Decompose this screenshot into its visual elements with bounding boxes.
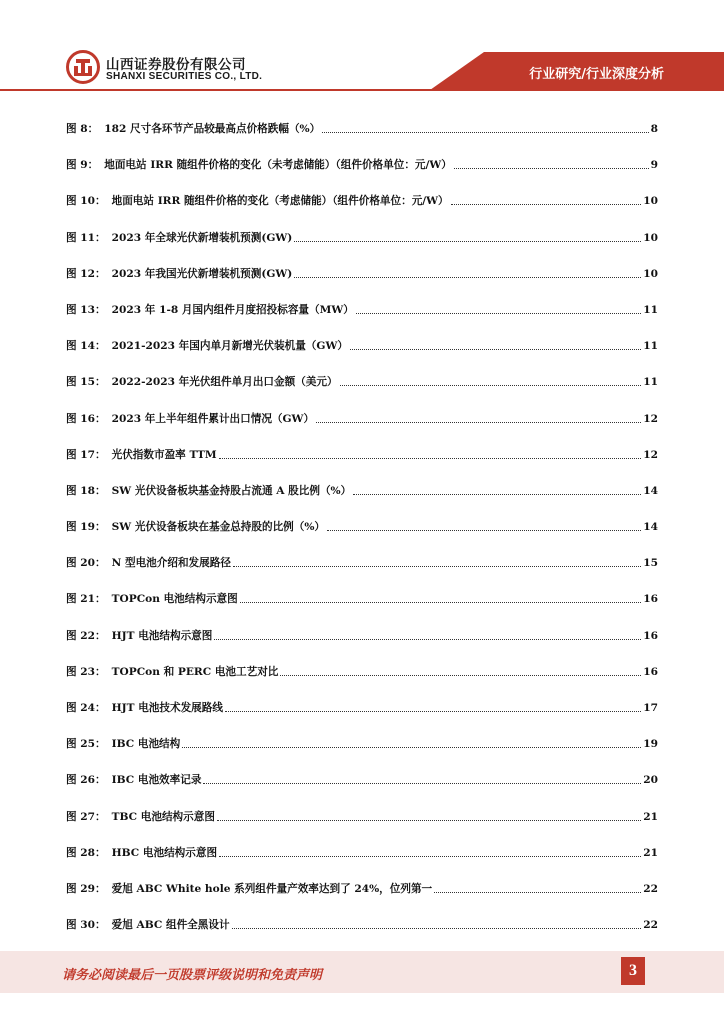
toc-entry-number: 图 10： (66, 195, 106, 208)
figure-toc-list (66, 120, 658, 952)
toc-entry-title[interactable]: 爱旭 ABC White hole 系列组件量产效率达到了 24%，位列第一 (111, 882, 433, 895)
toc-leader-dots (232, 916, 642, 929)
toc-entry[interactable] (66, 627, 658, 663)
toc-entry-title[interactable]: TOPCon 和 PERC 电池工艺对比 (111, 665, 279, 678)
toc-entry-page[interactable]: 10 (643, 231, 658, 244)
toc-entry-title[interactable]: 地面电站 IRR 随组件价格的变化（考虑储能）（组件价格单位：元/W） (111, 195, 449, 208)
toc-entry-title[interactable]: 2023 年上半年组件累计出口情况（GW） (111, 412, 315, 425)
toc-entry-page[interactable]: 21 (643, 846, 658, 859)
toc-entry-page[interactable]: 15 (643, 557, 658, 570)
toc-entry-title[interactable]: HJT 电池结构示意图 (111, 629, 213, 642)
toc-entry[interactable] (66, 301, 658, 337)
toc-entry[interactable] (66, 554, 658, 590)
toc-entry[interactable] (66, 156, 658, 192)
page-header (0, 0, 724, 100)
shanxi-securities-logo-icon (66, 50, 100, 84)
toc-entry-number: 图 28： (66, 846, 106, 859)
company-name-en: SHANXI SECURITIES CO., LTD. (106, 71, 263, 82)
toc-entry-page[interactable]: 11 (643, 376, 658, 389)
toc-leader-dots (280, 663, 641, 676)
toc-entry-title[interactable]: SW 光伏设备板块基金持股占流通 A 股比例（%） (111, 484, 352, 497)
toc-leader-dots (294, 265, 641, 278)
toc-entry[interactable] (66, 410, 658, 446)
toc-entry[interactable] (66, 192, 658, 228)
toc-entry-page[interactable]: 10 (643, 195, 658, 208)
company-name-cn: 山西证券股份有限公司 (106, 57, 246, 73)
toc-entry[interactable] (66, 844, 658, 880)
toc-entry-number: 图 27： (66, 810, 106, 823)
toc-entry[interactable] (66, 337, 658, 373)
toc-leader-dots (219, 844, 641, 857)
toc-entry-page[interactable]: 22 (643, 919, 658, 932)
toc-entry-page[interactable]: 16 (643, 665, 658, 678)
toc-leader-dots (316, 410, 641, 423)
toc-entry-title[interactable]: 光伏指数市盈率 TTM (111, 448, 217, 461)
toc-leader-dots (219, 446, 642, 459)
toc-leader-dots (214, 627, 641, 640)
toc-entry-title[interactable]: TOPCon 电池结构示意图 (111, 593, 238, 606)
toc-entry-page[interactable]: 19 (643, 738, 658, 751)
toc-leader-dots (327, 518, 641, 531)
toc-entry-page[interactable]: 17 (643, 702, 658, 714)
toc-entry[interactable] (66, 120, 658, 156)
toc-entry-number: 图 8： (66, 123, 99, 135)
toc-leader-dots (217, 808, 641, 821)
toc-entry-title[interactable]: IBC 电池结构 (111, 738, 181, 751)
toc-entry-title[interactable]: N 型电池介绍和发展路径 (111, 557, 231, 570)
footer-disclaimer: 请务必阅读最后一页股票评级说明和免责声明 (62, 968, 323, 983)
toc-entry-title[interactable]: 地面电站 IRR 随组件价格的变化（未考虑储能）（组件价格单位：元/W） (104, 159, 452, 172)
toc-leader-dots (322, 120, 648, 133)
toc-entry-page[interactable]: 11 (643, 340, 658, 353)
toc-entry-number: 图 11： (66, 231, 106, 244)
toc-entry-title[interactable]: TBC 电池结构示意图 (111, 810, 215, 823)
toc-entry[interactable] (66, 229, 658, 265)
toc-leader-dots (356, 301, 641, 314)
toc-entry[interactable] (66, 771, 658, 807)
toc-entry-number: 图 30： (66, 919, 106, 932)
toc-entry-page[interactable]: 16 (643, 629, 658, 642)
toc-leader-dots (340, 373, 642, 386)
toc-entry-page[interactable]: 10 (643, 267, 658, 280)
toc-entry-number: 图 29： (66, 882, 106, 895)
toc-leader-dots (451, 192, 642, 205)
toc-entry[interactable] (66, 663, 658, 699)
toc-entry-page[interactable]: 8 (650, 123, 658, 135)
toc-entry[interactable] (66, 518, 658, 554)
toc-entry-title[interactable]: 爱旭 ABC 组件全黑设计 (111, 919, 230, 932)
toc-leader-dots (182, 735, 641, 748)
page-number: 3 (621, 957, 645, 985)
toc-entry-number: 图 15： (66, 376, 106, 389)
toc-leader-dots (434, 880, 641, 893)
toc-entry-page[interactable]: 9 (650, 159, 658, 172)
toc-entry[interactable] (66, 373, 658, 409)
toc-entry-number: 图 16： (66, 412, 106, 425)
toc-entry-page[interactable]: 12 (643, 412, 658, 425)
toc-entry-title[interactable]: 182 尺寸各环节产品较最高点价格跌幅（%） (104, 123, 321, 135)
toc-entry-number: 图 23： (66, 665, 106, 678)
toc-entry-title[interactable]: 2021-2023 年国内单月新增光伏装机量（GW） (111, 340, 348, 353)
toc-entry-title[interactable]: IBC 电池效率记录 (111, 774, 202, 787)
toc-entry-number: 图 18： (66, 484, 106, 497)
toc-entry-title[interactable]: 2023 年我国光伏新增装机预测(GW) (111, 267, 293, 280)
toc-entry-title[interactable]: 2022-2023 年光伏组件单月出口金额（美元） (111, 376, 338, 389)
toc-entry[interactable] (66, 699, 658, 735)
toc-entry-page[interactable]: 14 (643, 521, 658, 534)
toc-entry-page[interactable]: 16 (643, 593, 658, 606)
toc-entry-page[interactable]: 21 (643, 810, 658, 823)
toc-entry[interactable] (66, 482, 658, 518)
toc-leader-dots (203, 771, 641, 784)
toc-entry[interactable] (66, 446, 658, 482)
toc-entry-number: 图 21： (66, 593, 106, 606)
toc-leader-dots (225, 699, 641, 712)
toc-entry-number: 图 13： (66, 303, 106, 316)
toc-leader-dots (454, 156, 649, 169)
toc-entry-number: 图 26： (66, 774, 106, 787)
toc-entry-number: 图 9： (66, 159, 99, 172)
toc-entry-page[interactable]: 12 (643, 448, 658, 461)
toc-leader-dots (233, 554, 641, 567)
toc-leader-dots (294, 229, 641, 242)
toc-leader-dots (353, 482, 641, 495)
toc-entry[interactable] (66, 880, 658, 916)
toc-entry-number: 图 19： (66, 521, 106, 534)
toc-entry[interactable] (66, 265, 658, 301)
toc-entry-title[interactable]: SW 光伏设备板块在基金总持股的比例（%） (111, 521, 326, 534)
toc-entry[interactable] (66, 916, 658, 952)
toc-leader-dots (240, 590, 642, 603)
toc-entry-number: 图 14： (66, 340, 106, 353)
toc-entry-page[interactable]: 20 (643, 774, 658, 787)
toc-entry-number: 图 25： (66, 738, 106, 751)
toc-entry-title[interactable]: HJT 电池技术发展路线 (111, 702, 223, 714)
toc-entry-page[interactable]: 14 (643, 484, 658, 497)
toc-entry-page[interactable]: 22 (643, 882, 658, 895)
toc-entry[interactable] (66, 590, 658, 626)
toc-entry-title[interactable]: HBC 电池结构示意图 (111, 846, 218, 859)
toc-entry-title[interactable]: 2023 年 1-8 月国内组件月度招投标容量（MW） (111, 303, 354, 316)
toc-entry-number: 图 20： (66, 557, 106, 570)
toc-entry-number: 图 17： (66, 448, 106, 461)
header-divider (0, 89, 724, 91)
toc-entry-number: 图 24： (66, 702, 106, 714)
toc-entry-number: 图 22： (66, 629, 106, 642)
toc-entry-page[interactable]: 11 (643, 303, 658, 316)
toc-entry[interactable] (66, 808, 658, 844)
toc-entry-number: 图 12： (66, 267, 106, 280)
toc-entry[interactable] (66, 735, 658, 771)
section-title: 行业研究/行业深度分析 (529, 67, 664, 82)
toc-leader-dots (350, 337, 641, 350)
toc-entry-title[interactable]: 2023 年全球光伏新增装机预测(GW) (111, 231, 293, 244)
